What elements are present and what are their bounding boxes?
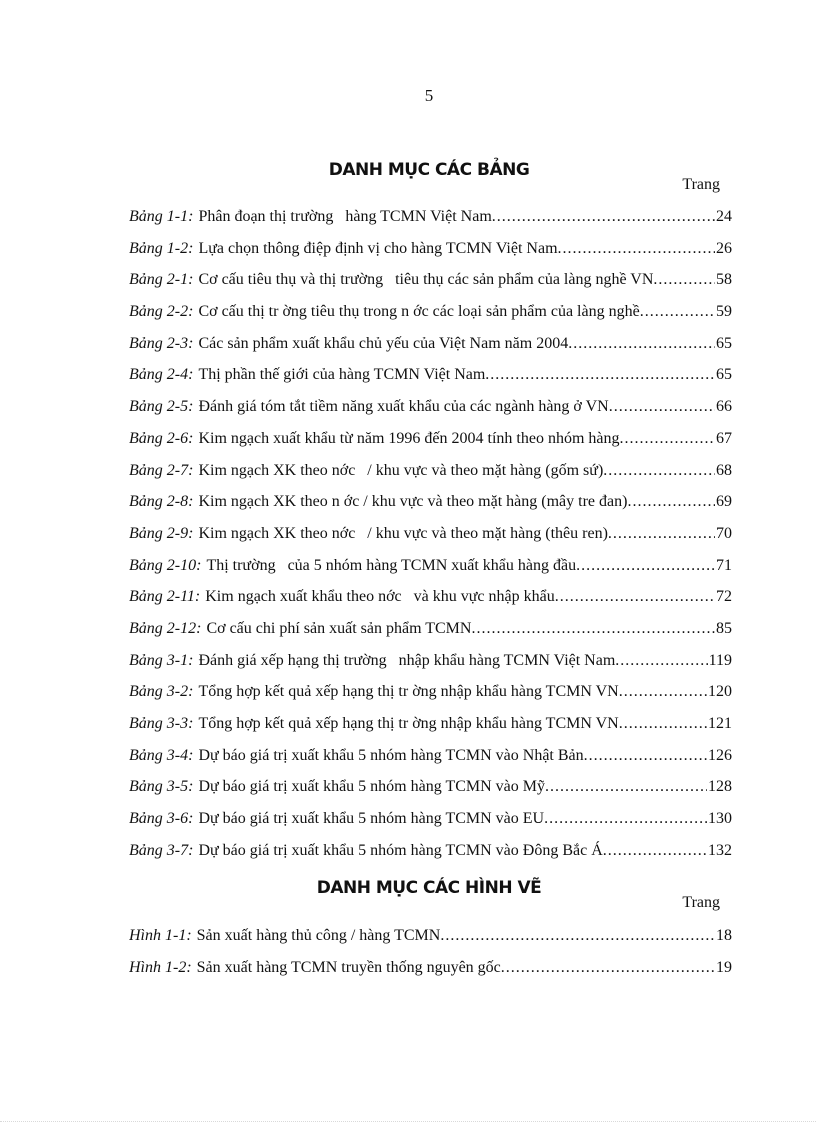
entry-label: Bảng 3-4: — [129, 746, 194, 764]
toc-entry — [129, 391, 732, 423]
toc-entry — [129, 581, 732, 613]
dot-leader — [492, 201, 715, 233]
figures-page-column-label: Trang — [682, 894, 720, 911]
entry-page-number: 58 — [716, 271, 732, 289]
entry-title: Sản xuất hàng thủ công / hàng TCMN — [196, 927, 441, 944]
entry-title: Kim ngạch XK theo n ớc / khu vực và theo mặt hàng (mây tre đan) — [198, 493, 628, 511]
entry-page-number: 126 — [708, 746, 732, 764]
dot-leader — [619, 676, 707, 708]
entry-title: Kim ngạch XK theo nớc / khu vực và theo mặt hàng (thêu ren) — [198, 524, 608, 542]
toc-entry — [129, 423, 732, 455]
entry-title: Kim ngạch xuất khẩu từ năm 1996 đến 2004 tính theo nhóm hàng — [198, 429, 620, 447]
entry-label: Bảng 2-10: — [129, 556, 202, 574]
entry-label: Bảng 2-4: — [129, 366, 194, 384]
toc-entry — [129, 264, 732, 296]
entry-page-number: 120 — [708, 683, 732, 701]
dot-leader — [619, 423, 715, 455]
entry-title: Tổng hợp kết quả xếp hạng thị tr ờng nhập khẩu hàng TCMN VN — [198, 683, 619, 701]
entry-label: Bảng 2-1: — [129, 271, 194, 289]
entry-page-number: 71 — [716, 556, 732, 574]
dot-leader — [609, 391, 715, 423]
entry-title: Kim ngạch xuất khẩu theo nớc và khu vực nhập khẩu — [205, 588, 555, 606]
entry-page-number: 119 — [708, 651, 732, 669]
entry-page-number: 130 — [708, 810, 732, 828]
dot-leader — [603, 835, 707, 867]
entry-page-number: 67 — [716, 429, 732, 447]
dot-leader — [555, 581, 715, 613]
dot-leader — [576, 550, 715, 582]
tables-heading: DANH MỤC CÁC BẢNG — [328, 160, 530, 180]
entry-title: Cơ cấu thị tr ờng tiêu thụ trong n ớc các loại sản phẩm của làng nghề — [198, 303, 640, 321]
entry-page-number: 65 — [716, 334, 732, 352]
entry-page-number: 66 — [716, 398, 732, 416]
entry-page-number: 72 — [716, 588, 732, 606]
toc-entry — [129, 771, 732, 803]
entry-label: Bảng 3-1: — [129, 651, 194, 669]
toc-entry — [129, 920, 732, 952]
dot-leader — [619, 708, 707, 740]
entry-title: Sản xuất hàng TCMN truyền thống nguyên gốc — [196, 958, 501, 976]
entry-label: Bảng 1-2: — [129, 239, 194, 257]
figures-heading: DANH MỤC CÁC HÌNH VẼ — [316, 878, 542, 898]
toc-entry — [129, 201, 732, 233]
entry-label: Bảng 2-5: — [129, 398, 194, 416]
entry-page-number: 132 — [708, 841, 732, 859]
toc-entry — [129, 645, 732, 677]
toc-entry — [129, 486, 732, 518]
toc-entry — [129, 328, 732, 360]
entry-page-number: 24 — [716, 208, 732, 225]
entry-label: Bảng 3-5: — [129, 778, 194, 796]
entry-label: Bảng 2-3: — [129, 334, 194, 352]
dot-leader — [501, 952, 715, 984]
dot-leader — [485, 359, 715, 391]
entry-label: Hình 1-1: — [129, 927, 192, 944]
dot-leader — [568, 328, 715, 360]
entry-label: Bảng 2-2: — [129, 303, 194, 321]
entry-label: Bảng 2-6: — [129, 429, 194, 447]
entry-label: Bảng 2-12: — [129, 619, 202, 637]
page-number: 5 — [424, 86, 434, 105]
entry-title: Phân đoạn thị trường hàng TCMN Việt Nam — [198, 208, 492, 225]
entry-title: Các sản phẩm xuất khẩu chủ yếu của Việt Nam năm 2004 — [198, 334, 569, 352]
entry-title: Đánh giá tóm tắt tiềm năng xuất khẩu của các ngành hàng ở VN — [198, 398, 609, 416]
entry-page-number: 18 — [716, 927, 732, 944]
entry-page-number: 69 — [716, 493, 732, 511]
toc-entry — [129, 296, 732, 328]
entry-page-number: 65 — [716, 366, 732, 384]
entry-page-number: 59 — [716, 303, 732, 321]
toc-entry — [129, 613, 732, 645]
entry-label: Bảng 3-6: — [129, 810, 194, 828]
entry-title: Dự báo giá trị xuất khẩu 5 nhóm hàng TCMN vào Đông Bắc Á — [198, 841, 603, 859]
toc-entry — [129, 676, 732, 708]
entry-label: Bảng 1-1: — [129, 208, 194, 225]
entry-title: Thị phần thế giới của hàng TCMN Việt Nam — [198, 366, 486, 384]
entry-label: Hình 1-2: — [129, 958, 192, 976]
toc-entry — [129, 233, 732, 265]
dot-leader — [440, 920, 715, 952]
entry-title: Dự báo giá trị xuất khẩu 5 nhóm hàng TCMN vào Mỹ — [198, 778, 545, 796]
entry-title: Đánh giá xếp hạng thị trường nhập khẩu hàng TCMN Việt Nam — [198, 651, 616, 669]
toc-entry — [129, 835, 732, 867]
dot-leader — [615, 645, 707, 677]
entry-label: Bảng 2-7: — [129, 461, 194, 479]
dot-leader — [545, 771, 707, 803]
figures-list — [129, 920, 732, 983]
entry-title: Kim ngạch XK theo nớc / khu vực và theo mặt hàng (gốm sứ) — [198, 461, 604, 479]
entry-page-number: 121 — [708, 715, 732, 732]
dot-leader — [627, 486, 715, 518]
entry-page-number: 19 — [716, 958, 732, 976]
toc-entry — [129, 455, 732, 487]
toc-entry — [129, 550, 732, 582]
toc-entry — [129, 740, 732, 772]
entry-title: Lựa chọn thông điệp định vị cho hàng TCMN Việt Nam — [198, 239, 558, 257]
entry-label: Bảng 2-9: — [129, 524, 194, 542]
entry-label: Bảng 2-11: — [129, 588, 201, 606]
dot-leader — [653, 264, 715, 296]
toc-entry — [129, 803, 732, 835]
dot-leader — [471, 613, 715, 645]
entry-title: Tổng hợp kết quả xếp hạng thị tr ờng nhập khẩu hàng TCMN VN — [198, 715, 619, 732]
toc-entry — [129, 359, 732, 391]
dot-leader — [640, 296, 715, 328]
dot-leader — [558, 233, 715, 265]
toc-entry — [129, 708, 732, 740]
dot-leader — [544, 803, 707, 835]
entry-title: Dự báo giá trị xuất khẩu 5 nhóm hàng TCMN vào Nhật Bản — [198, 746, 584, 764]
entry-page-number: 26 — [716, 239, 732, 257]
entry-page-number: 70 — [716, 524, 732, 542]
dot-leader — [584, 740, 707, 772]
tables-page-column-label: Trang — [682, 176, 720, 193]
toc-entry — [129, 952, 732, 984]
entry-title: Dự báo giá trị xuất khẩu 5 nhóm hàng TCMN vào EU — [198, 810, 545, 828]
page-bottom-rule — [0, 1121, 816, 1122]
entry-label: Bảng 2-8: — [129, 493, 194, 511]
entry-title: Cơ cấu chi phí sản xuất sản phẩm TCMN — [206, 619, 472, 637]
entry-page-number: 128 — [708, 778, 732, 796]
tables-list — [129, 201, 732, 866]
dot-leader — [608, 518, 715, 550]
entry-label: Bảng 3-7: — [129, 841, 194, 859]
entry-page-number: 85 — [716, 619, 732, 637]
entry-label: Bảng 3-2: — [129, 683, 194, 701]
dot-leader — [603, 455, 715, 487]
entry-title: Cơ cấu tiêu thụ và thị trường tiêu thụ các sản phẩm của làng nghề VN — [198, 271, 654, 289]
toc-entry — [129, 518, 732, 550]
entry-label: Bảng 3-3: — [129, 715, 194, 732]
entry-title: Thị trường của 5 nhóm hàng TCMN xuất khẩu hàng đầu — [206, 556, 577, 574]
entry-page-number: 68 — [716, 461, 732, 479]
